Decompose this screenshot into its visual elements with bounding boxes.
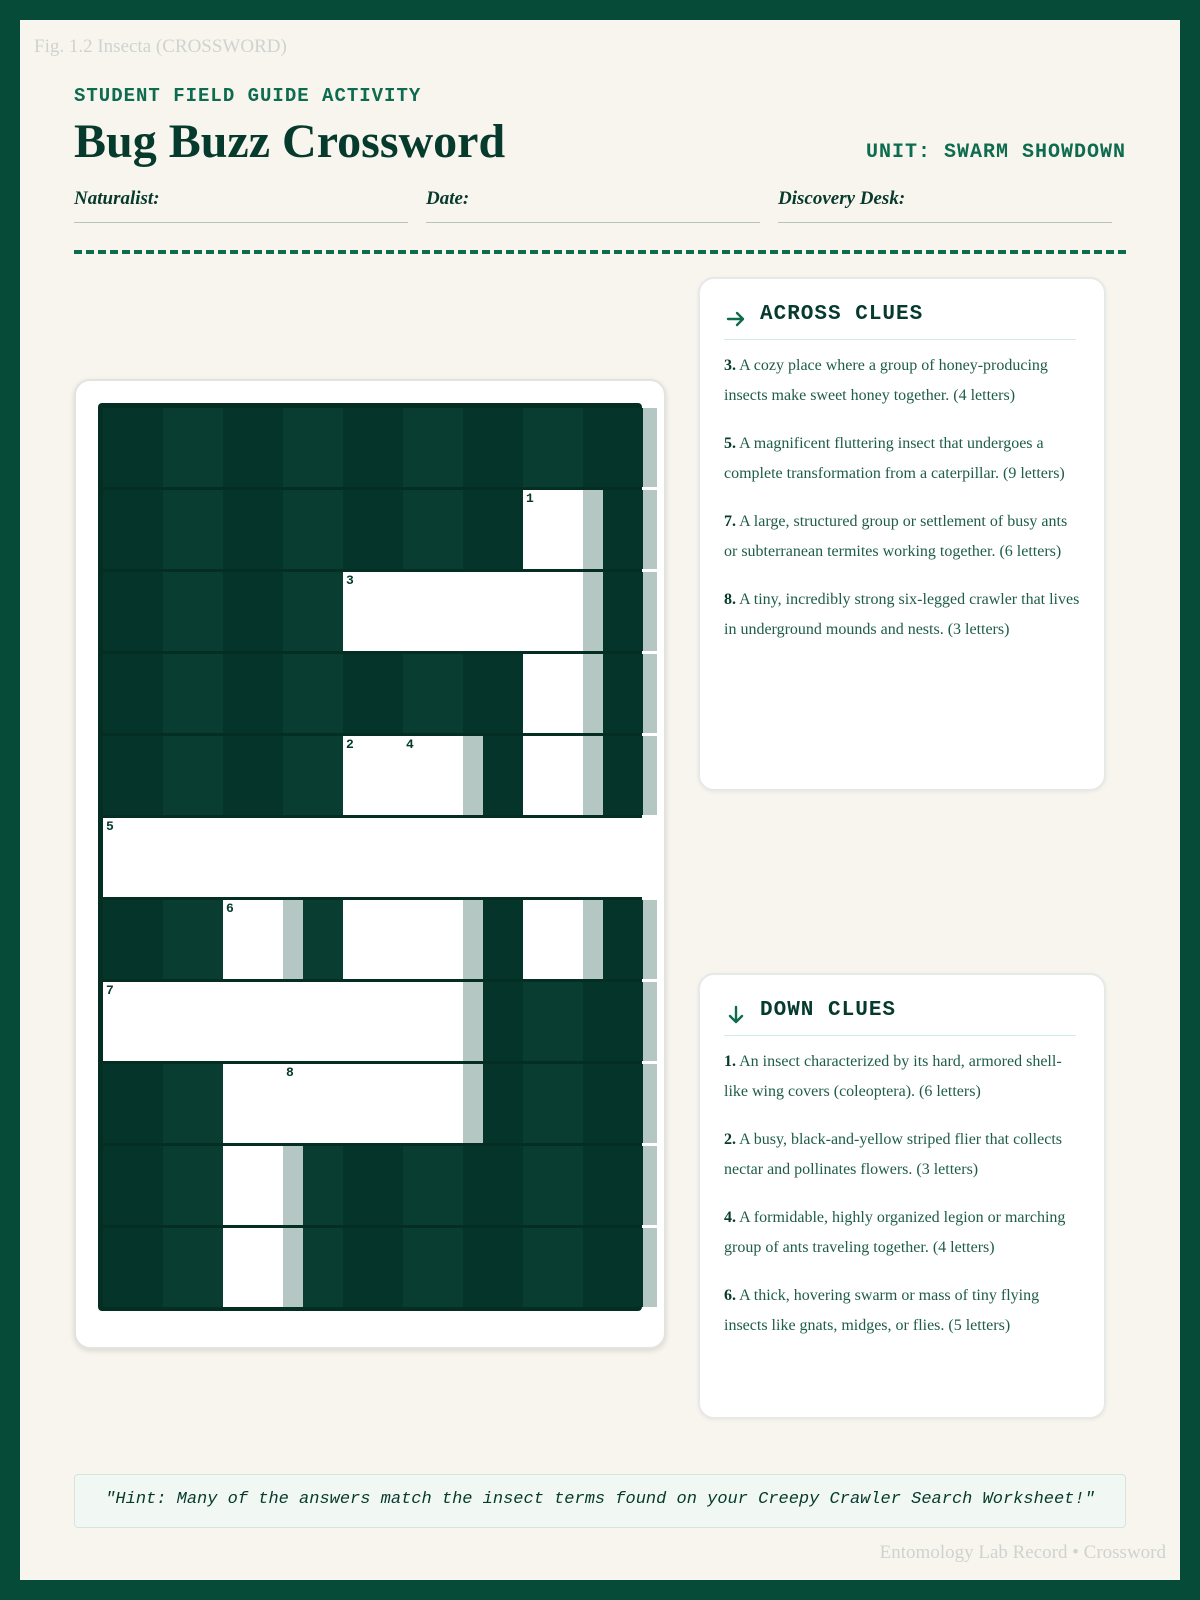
naturalist-label: Naturalist: <box>74 188 160 209</box>
down-clues-card <box>698 973 1106 1419</box>
clue-text: A busy, black-and-yellow striped flier that collects nectar and pollinates flowers. (3 letters) <box>724 1131 1062 1178</box>
crossword-cell[interactable] <box>523 490 583 569</box>
clue-number: 3 <box>346 573 354 588</box>
crossword-cell[interactable] <box>343 982 403 1061</box>
cell-shadow <box>283 1146 303 1225</box>
crossword-cell[interactable] <box>283 1064 343 1143</box>
crossword-card <box>74 379 666 1349</box>
crossword-block <box>583 408 643 487</box>
cell-shadow <box>583 654 603 733</box>
crossword-cell[interactable] <box>523 572 583 651</box>
crossword-block <box>103 408 163 487</box>
crossword-block <box>583 1064 643 1143</box>
clue-text: An insect characterized by its hard, armored shell-like wing covers (coleoptera). (6 letters) <box>724 1053 1062 1100</box>
crossword-cell[interactable] <box>523 654 583 733</box>
clue-text: A thick, hovering swarm or mass of tiny flying insects like gnats, midges, or flies. (5 letters) <box>724 1287 1040 1334</box>
crossword-cell[interactable] <box>223 982 283 1061</box>
crossword-block <box>343 654 403 733</box>
crossword-cell[interactable] <box>403 818 463 897</box>
grid-edge-strip <box>643 572 657 651</box>
clue-number-label: 4. <box>724 1209 736 1226</box>
cell-shadow <box>463 736 483 815</box>
crossword-cell[interactable] <box>463 572 523 651</box>
crossword-block <box>343 1146 403 1225</box>
cell-shadow <box>583 736 603 815</box>
clue-number: 8 <box>286 1065 294 1080</box>
page-title: Bug Buzz Crossword <box>74 115 506 168</box>
crossword-cell[interactable] <box>223 1146 283 1225</box>
crossword-block <box>103 1146 163 1225</box>
grid-edge-strip <box>643 408 657 487</box>
clue-number: 5 <box>106 819 114 834</box>
across-clues-card <box>698 277 1106 791</box>
clue-number: 1 <box>526 491 534 506</box>
crossword-block <box>523 408 583 487</box>
crossword-cell[interactable] <box>463 818 523 897</box>
clue-text: A formidable, highly organized legion or marching group of ants traveling together. (4 letters) <box>724 1209 1066 1256</box>
crossword-cell[interactable] <box>223 900 283 979</box>
crossword-grid <box>98 403 642 1311</box>
crossword-block <box>583 982 643 1061</box>
down-clues-header <box>724 999 1076 1036</box>
clue-number-label: 8. <box>724 591 736 608</box>
crossword-block <box>103 900 163 979</box>
crossword-cell[interactable] <box>403 572 463 651</box>
crossword-block <box>103 654 163 733</box>
crossword-block <box>163 736 223 815</box>
crossword-block <box>283 654 343 733</box>
header-divider <box>74 250 1126 254</box>
crossword-block <box>403 654 463 733</box>
crossword-block <box>223 736 283 815</box>
worksheet-page <box>20 20 1180 1580</box>
date-field[interactable] <box>426 188 760 223</box>
crossword-block <box>403 490 463 569</box>
grid-edge-strip <box>643 1228 657 1307</box>
cell-shadow <box>463 900 483 979</box>
naturalist-field[interactable] <box>74 188 408 223</box>
crossword-block <box>223 654 283 733</box>
grid-edge-strip <box>643 1146 657 1225</box>
clue-number-label: 2. <box>724 1131 736 1148</box>
crossword-block <box>103 1228 163 1307</box>
crossword-block <box>283 490 343 569</box>
cell-shadow <box>283 1228 303 1307</box>
crossword-cell[interactable] <box>343 818 403 897</box>
clue-text: A tiny, incredibly strong six-legged crawler that lives in underground mounds and nests. (3 letters) <box>724 591 1080 638</box>
down-clue <box>724 1047 1080 1107</box>
crossword-block <box>163 654 223 733</box>
clue-number: 2 <box>346 737 354 752</box>
grid-edge-strip <box>643 736 657 815</box>
discovery-desk-field[interactable] <box>778 188 1112 223</box>
clue-number-label: 7. <box>724 513 736 530</box>
figure-label: Fig. 1.2 Insecta (CROSSWORD) <box>34 36 287 57</box>
clue-number: 7 <box>106 983 114 998</box>
crossword-block <box>523 1064 583 1143</box>
crossword-cell[interactable] <box>103 818 163 897</box>
clue-number-label: 5. <box>724 435 736 452</box>
crossword-block <box>343 408 403 487</box>
down-clue <box>724 1203 1080 1263</box>
grid-edge-strip <box>643 1064 657 1143</box>
cell-shadow <box>583 572 603 651</box>
crossword-block <box>283 736 343 815</box>
crossword-cell[interactable] <box>163 982 223 1061</box>
arrow-right-icon <box>724 307 748 331</box>
hint-box: "Hint: Many of the answers match the insect terms found on your Creepy Crawler Search Worksheet!" <box>74 1474 1126 1528</box>
crossword-block <box>463 1228 523 1307</box>
crossword-cell[interactable] <box>283 982 343 1061</box>
crossword-block <box>103 736 163 815</box>
cell-shadow <box>283 900 303 979</box>
across-clue <box>724 585 1080 645</box>
cell-shadow <box>643 818 657 897</box>
crossword-cell[interactable] <box>223 818 283 897</box>
across-clues-heading: ACROSS CLUES <box>760 303 924 326</box>
down-clues-heading: DOWN CLUES <box>760 999 897 1022</box>
crossword-block <box>103 490 163 569</box>
crossword-cell[interactable] <box>343 572 403 651</box>
crossword-block <box>223 408 283 487</box>
clue-text: A large, structured group or settlement of busy ants or subterranean termites working together. (6 letters) <box>724 513 1068 560</box>
grid-edge-strip <box>643 982 657 1061</box>
crossword-block <box>163 408 223 487</box>
crossword-block <box>463 1146 523 1225</box>
crossword-block <box>523 1228 583 1307</box>
crossword-block <box>523 1146 583 1225</box>
crossword-cell[interactable] <box>523 736 583 815</box>
discovery-desk-label: Discovery Desk: <box>778 188 906 209</box>
crossword-block <box>343 490 403 569</box>
cell-shadow <box>583 490 603 569</box>
crossword-cell[interactable] <box>403 900 463 979</box>
crossword-block <box>403 1146 463 1225</box>
across-clue-list <box>724 351 1080 663</box>
crossword-cell[interactable] <box>403 1064 463 1143</box>
clue-number-label: 3. <box>724 357 736 374</box>
crossword-cell[interactable] <box>223 1228 283 1307</box>
crossword-block <box>463 490 523 569</box>
crossword-cell[interactable] <box>103 982 163 1061</box>
crossword-block <box>583 1228 643 1307</box>
grid-edge-strip <box>643 490 657 569</box>
crossword-cell[interactable] <box>223 1064 283 1143</box>
footer-label: Entomology Lab Record • Crossword <box>879 1542 1166 1563</box>
cell-shadow <box>463 1064 483 1143</box>
cell-shadow <box>463 982 483 1061</box>
crossword-cell[interactable] <box>343 900 403 979</box>
cell-shadow <box>583 900 603 979</box>
crossword-cell[interactable] <box>523 900 583 979</box>
crossword-block <box>463 654 523 733</box>
crossword-cell[interactable] <box>163 818 223 897</box>
crossword-block <box>343 1228 403 1307</box>
down-clue <box>724 1125 1080 1185</box>
crossword-block <box>223 490 283 569</box>
across-clues-header <box>724 303 1076 340</box>
down-clue <box>724 1281 1080 1341</box>
crossword-block <box>283 572 343 651</box>
across-clue <box>724 429 1080 489</box>
crossword-block <box>403 1228 463 1307</box>
unit-label: UNIT: SWARM SHOWDOWN <box>865 141 1126 164</box>
crossword-block <box>163 1146 223 1225</box>
crossword-cell[interactable] <box>343 736 403 815</box>
clue-number: 6 <box>226 901 234 916</box>
arrow-down-icon <box>724 1003 748 1027</box>
crossword-block <box>523 982 583 1061</box>
crossword-cell[interactable] <box>283 818 343 897</box>
crossword-cell[interactable] <box>583 818 643 897</box>
crossword-block <box>163 490 223 569</box>
crossword-block <box>163 900 223 979</box>
clue-number-label: 6. <box>724 1287 736 1304</box>
clue-number-label: 1. <box>724 1053 736 1070</box>
crossword-block <box>583 1146 643 1225</box>
crossword-cell[interactable] <box>523 818 583 897</box>
crossword-cell[interactable] <box>403 736 463 815</box>
crossword-block <box>163 572 223 651</box>
clue-text: A magnificent fluttering insect that undergoes a complete transformation from a caterpillar. (9 letters) <box>724 435 1065 482</box>
across-clue <box>724 507 1080 567</box>
crossword-block <box>163 1064 223 1143</box>
crossword-block <box>223 572 283 651</box>
date-label: Date: <box>426 188 470 209</box>
clue-number: 4 <box>406 737 414 752</box>
clue-text: A cozy place where a group of honey-producing insects make sweet honey together. (4 letters) <box>724 357 1048 404</box>
across-clue <box>724 351 1080 411</box>
crossword-cell[interactable] <box>343 1064 403 1143</box>
crossword-cell[interactable] <box>403 982 463 1061</box>
crossword-block <box>103 572 163 651</box>
down-clue-list <box>724 1047 1080 1359</box>
activity-kicker: STUDENT FIELD GUIDE ACTIVITY <box>74 85 422 107</box>
grid-edge-strip <box>643 900 657 979</box>
crossword-block <box>103 1064 163 1143</box>
crossword-block <box>163 1228 223 1307</box>
crossword-block <box>463 408 523 487</box>
grid-edge-strip <box>643 654 657 733</box>
crossword-block <box>283 408 343 487</box>
crossword-block <box>403 408 463 487</box>
